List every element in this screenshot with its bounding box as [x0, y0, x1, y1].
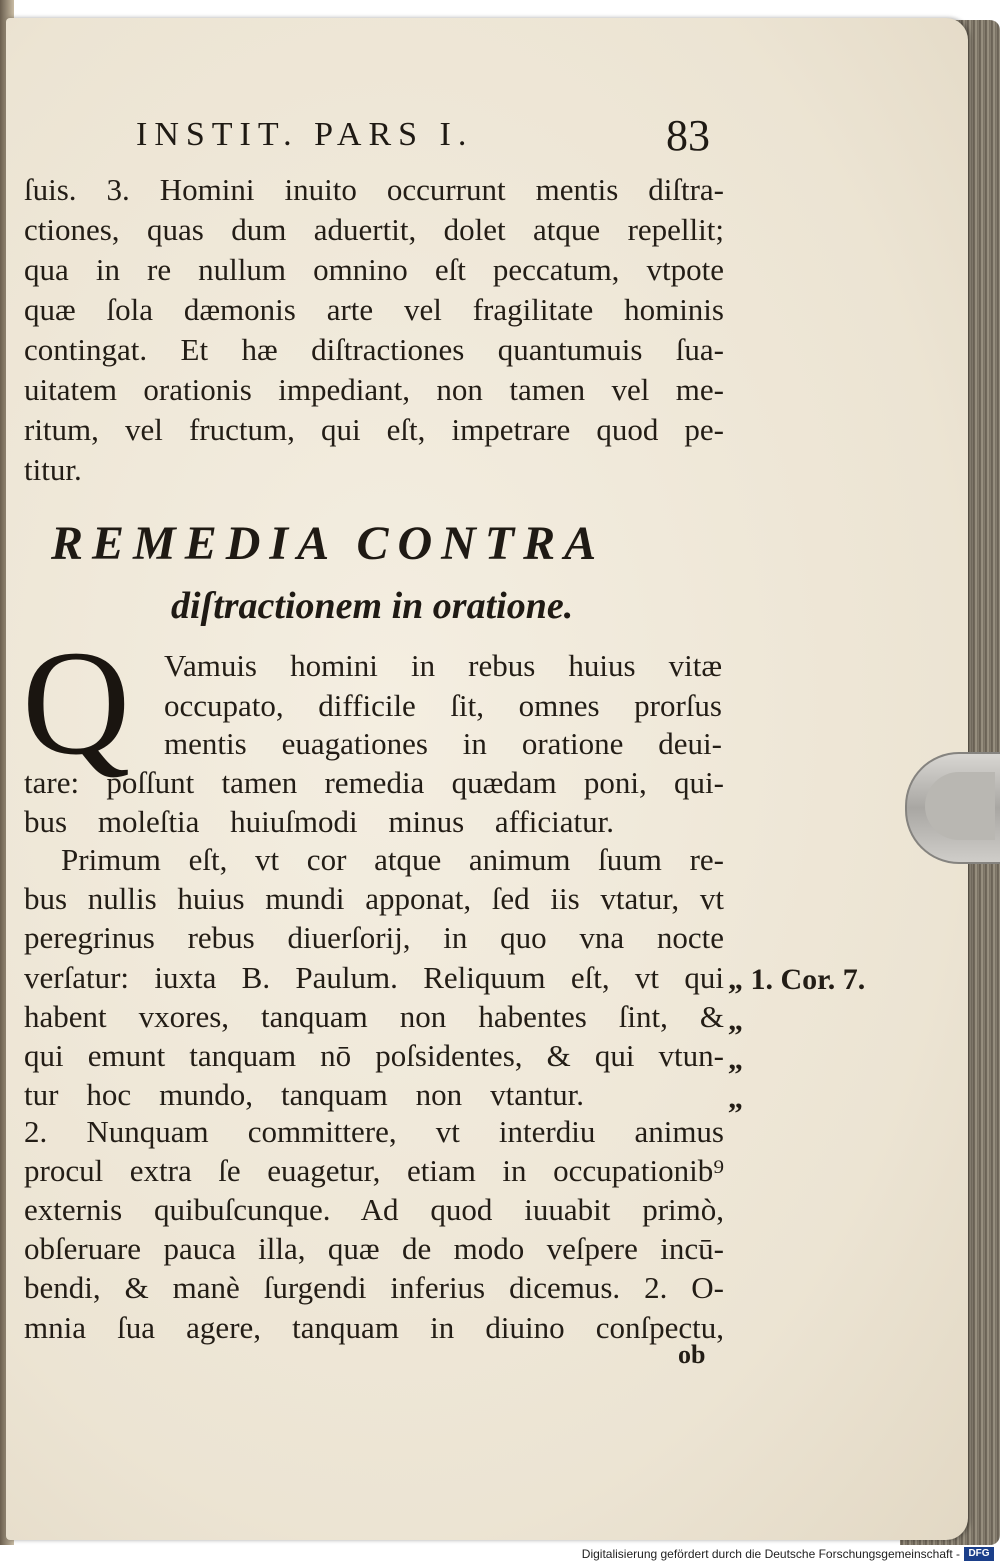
text-line: externis quibuſcunque. Ad quod iuuabit primò, [24, 1192, 724, 1227]
catchword: ob [678, 1340, 706, 1369]
book-page [6, 18, 968, 1540]
text-line: bus moleſtia huiuſmodi minus afficiatur. [24, 804, 614, 839]
footer-credit: Digitalisierung gefördert durch die Deutsche Forschungsgemeinschaft - [581, 1547, 960, 1561]
section-heading: REMEDIA CONTRA [51, 517, 606, 570]
page-number: 83 [666, 111, 710, 160]
text-line: tare: poſſunt tamen remedia quædam poni, qui- [24, 765, 724, 800]
dfg-logo: DFG [964, 1547, 994, 1561]
text-line: mnia ſua agere, tanquam in diuino conſpectu, [24, 1310, 724, 1345]
running-head-title: INSTIT. PARS I. [136, 116, 474, 153]
text-line: qua in re nullum omnino eſt peccatum, vtpote [24, 252, 724, 287]
margin-reference: „ 1. Cor. 7. [728, 963, 866, 996]
text-line: bus nullis huius mundi apponat, ſed iis vtatur, vt [24, 881, 724, 916]
text-line: quæ ſola dæmonis arte vel fragilitate hominis [24, 292, 724, 327]
text-line: Primum eſt, vt cor atque animum ſuum re- [61, 842, 724, 877]
text-line: verſatur: iuxta B. Paulum. Reliquum eſt, vt qui [24, 960, 724, 995]
margin-quote-mark: „ [728, 1004, 743, 1037]
text-line: ſuis. 3. Homini inuito occurrunt mentis diſtra- [24, 172, 724, 207]
text-line: ctiones, quas dum aduertit, dolet atque repellit; [24, 212, 724, 247]
text-line: habent vxores, tanquam non habentes ſint, & [24, 999, 724, 1034]
text-line: 2. Nunquam committere, vt interdiu animus [24, 1114, 724, 1149]
drop-cap: Q [22, 620, 131, 786]
text-line: qui emunt tanquam nō poſsidentes, & qui vtun- [24, 1038, 724, 1073]
text-line: tur hoc mundo, tanquam non vtantur. [24, 1077, 584, 1112]
clasp-hole [925, 772, 995, 840]
text-line: uitatem orationis impediant, non tamen vel me- [24, 372, 724, 407]
text-line: ritum, vel fructum, qui eſt, impetrare quod pe- [24, 412, 724, 447]
text-line: contingat. Et hæ diſtractiones quantumuis ſua- [24, 332, 724, 367]
text-line: peregrinus rebus diuerſorij, in quo vna nocte [24, 920, 724, 955]
margin-quote-mark: „ [728, 1043, 743, 1076]
text-line: mentis euagationes in oratione deui- [164, 726, 722, 761]
section-subheading: diſtractionem in oratione. [171, 585, 574, 627]
running-head [106, 110, 726, 160]
margin-quote-mark: „ [728, 1082, 743, 1115]
text-line: obſeruare pauca illa, quæ de modo veſpere incū- [24, 1231, 724, 1266]
book-clasp [905, 752, 1000, 864]
text-line: titur. [24, 452, 82, 487]
text-line: Vamuis homini in rebus huius vitæ [164, 648, 722, 683]
text-line: bendi, & manè ſurgendi inferius dicemus. 2. O- [24, 1270, 724, 1305]
text-line: occupato, difficile ſit, omnes prorſus [164, 688, 722, 723]
footer [0, 1545, 1000, 1565]
text-line: procul extra ſe euagetur, etiam in occupationib⁹ [24, 1153, 724, 1188]
